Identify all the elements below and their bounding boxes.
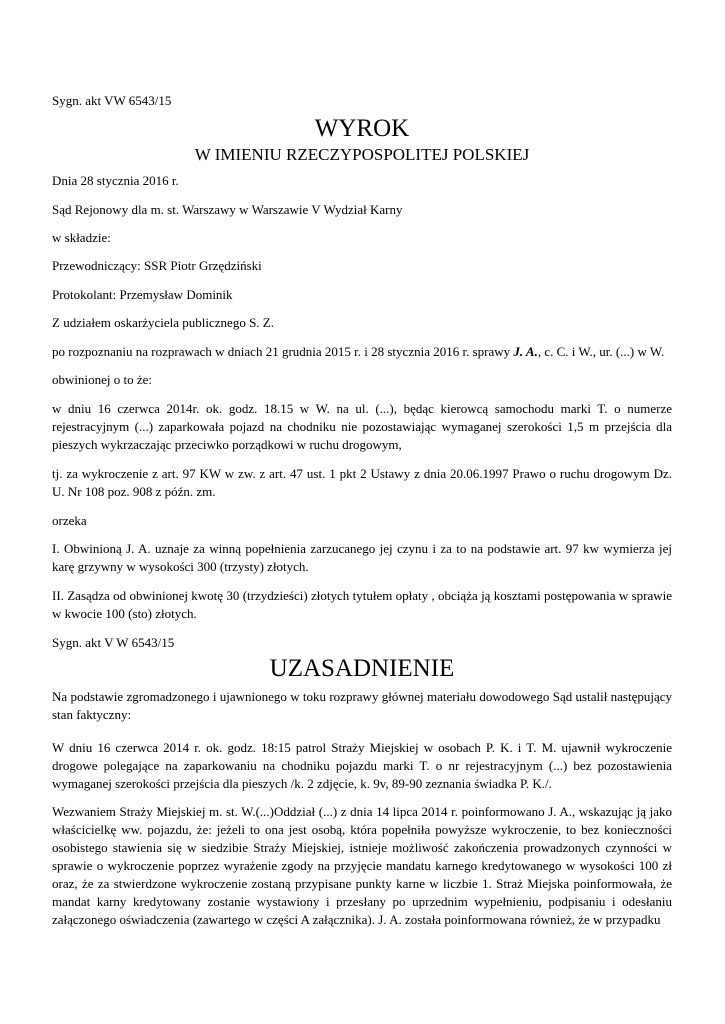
legal-basis: tj. za wykroczenie z art. 97 KW w zw. z art. 47 ust. 1 pkt 2 Ustawy z dnia 20.06.1997 Prawo o ruchu drogowym Dz. U. Nr 108 poz. 908 z późn. zm. bbox=[52, 466, 672, 499]
prosecutor-line: Z udziałem oskarżyciela publicznego S. Z. bbox=[52, 315, 275, 330]
justification-paragraph-3: Wezwaniem Straży Miejskiej m. st. W.(...)Oddział (...) z dnia 14 lipca 2014 r. poinformowano J. A., wskazując ją jako właścicielkę ww. pojazdu, że: jeżeli to ona jest osobą, która popełniła powyższe wykroczenie, to bez konieczności osobistego stawienia się w siedzibie Straży Miejskiej, istnieje możliwość zakończenia prowadzonych czynności w sprawie o wykroczenie poprzez wyrażenie zgody na przyjęcie mandatu karnego kredytowanego w wysokości 100 zł oraz, że za stwierdzone wykroczenie zostaną przypisane punkty karne w liczbie 1. Straż Miejska poinformowała, że mandat karny kredytowany zostanie wystawiony i przesłany po uprzednim wypełnieniu, podpisaniu i odesłaniu załączonego oświadczenia (zawartego w części A załącznika). J. A. została poinformowana również, że w przypadku bbox=[52, 804, 672, 927]
presiding-judge: Przewodniczący: SSR Piotr Grzędziński bbox=[52, 258, 262, 273]
document-title: WYROK bbox=[314, 115, 410, 142]
composition-label: w składzie: bbox=[52, 230, 111, 245]
case-signature-mid: Sygn. akt V W 6543/15 bbox=[52, 635, 175, 650]
court-name: Sąd Rejonowy dla m. st. Warszawy w Warszawie V Wydział Karny bbox=[52, 202, 403, 217]
court-clerk: Protokolant: Przemysław Dominik bbox=[52, 287, 233, 302]
case-signature-top: Sygn. akt VW 6543/15 bbox=[52, 93, 172, 108]
ruling-item-2: II. Zasądza od obwinionej kwotę 30 (trzydzieści) złotych tytułem opłaty , obciąża ją kosztami postępowania w sprawie w kwocie 100 (sto) złotych. bbox=[52, 588, 672, 621]
justification-paragraph-2: W dniu 16 czerwca 2014 r. ok. godz. 18:15 patrol Straży Miejskiej w osobach P. K. i T. M. ujawnił wykroczenie drogowe polegające na zaparkowaniu na chodniku pojazdu marki T. o nr rejestracyjnym (...) bez pozostawienia wymaganej szerokości przejścia dla pieszych /k. 2 zdjęcie, k. 9v, 89-90 zeznania świadka P. K./. bbox=[52, 740, 672, 791]
hearing-before: po rozpoznaniu na rozprawach w dniach 21 grudnia 2015 r. i 28 stycznia 2016 r. sprawy bbox=[52, 344, 514, 359]
hearing-line bbox=[52, 343, 692, 361]
defendant-name: J. A. bbox=[513, 344, 538, 359]
ruling-label: orzeka bbox=[52, 513, 87, 528]
hearing-after: , c. C. i W., ur. (...) w W. bbox=[537, 344, 665, 359]
judgment-date: Dnia 28 stycznia 2016 r. bbox=[52, 173, 179, 188]
charge-description: w dniu 16 czerwca 2014r. ok. godz. 18.15 w W. na ul. (...), będąc kierowcą samochodu marki T. o numerze rejestracyjnym (...) zaparkowała pojazd na chodniku nie pozostawiając wymaganej szerokości 1,5 m przejścia dla pieszych wykrzaczając przeciwko porządkowi w ruchu drogowym, bbox=[52, 401, 672, 452]
document-subtitle: W IMIENIU RZECZYPOSPOLITEJ POLSKIEJ bbox=[194, 145, 530, 164]
justification-paragraph-1: Na podstawie zgromadzonego i ujawnionego w toku rozprawy głównej materiału dowodowego Sąd ustalił następujący stan faktyczny: bbox=[52, 689, 672, 722]
charged-label: obwinionej o to że: bbox=[52, 372, 153, 387]
justification-title: UZASADNIENIE bbox=[269, 655, 455, 682]
ruling-item-1: I. Obwinioną J. A. uznaje za winną popełnienia zarzucanego jej czynu i za to na podstawie art. 97 kw wymierza jej karę grzywny w wysokości 300 (trzysty) złotych. bbox=[52, 541, 672, 574]
